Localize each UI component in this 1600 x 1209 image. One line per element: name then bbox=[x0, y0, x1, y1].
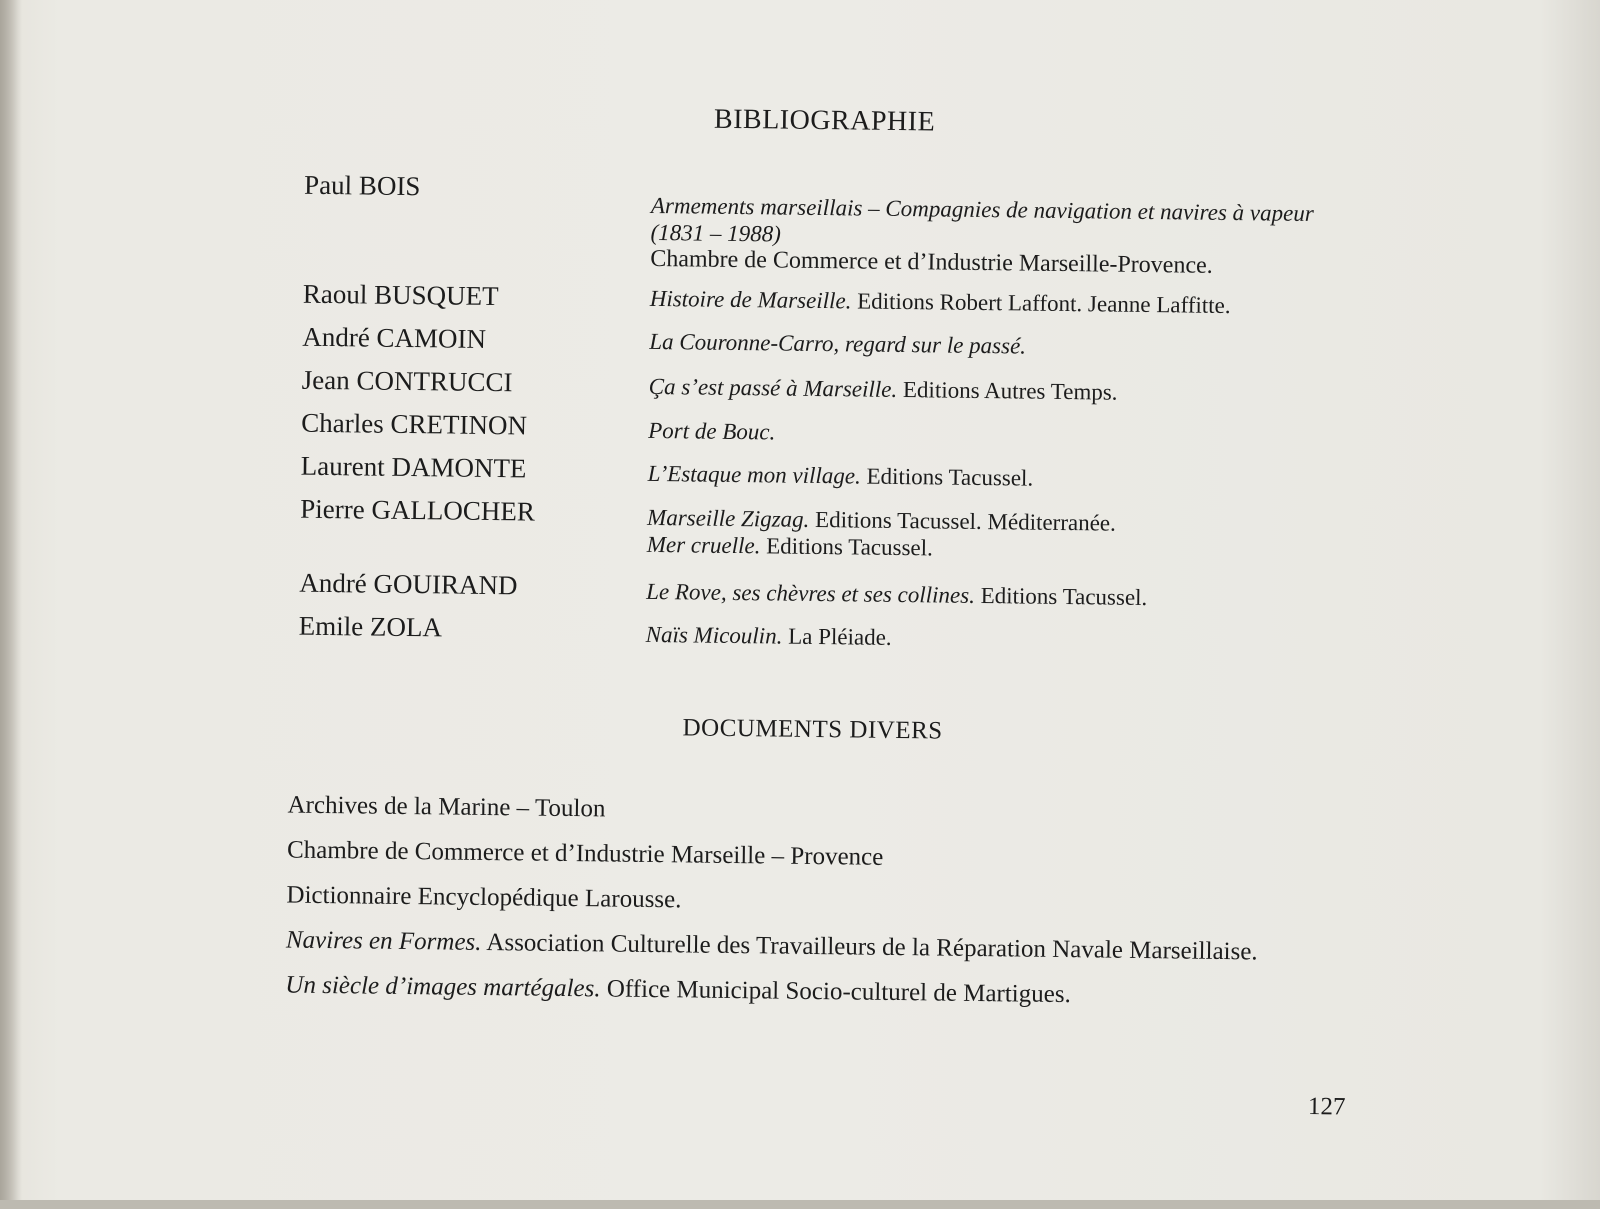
entry-work bbox=[648, 417, 775, 446]
work-title: Mer cruelle. bbox=[647, 532, 761, 558]
entry-work bbox=[649, 328, 1026, 360]
work-line bbox=[646, 578, 1147, 611]
bibliography-entry bbox=[0, 361, 1597, 381]
work-title: (1831 – 1988) bbox=[650, 220, 781, 247]
document-item bbox=[287, 792, 605, 824]
document-item bbox=[287, 837, 884, 872]
work-line bbox=[650, 285, 1231, 319]
entry-author: Charles CRETINON bbox=[301, 408, 527, 442]
document-details: Association Culturelle des Travailleurs de la Réparation Navale Marseillaise. bbox=[481, 929, 1257, 965]
bibliography-entry bbox=[0, 275, 1598, 295]
entry-author: Laurent DAMONTE bbox=[301, 451, 527, 485]
work-title: Naïs Micoulin. bbox=[646, 622, 783, 649]
work-title: Le Rove, ses chèvres et ses collines. bbox=[646, 579, 975, 608]
bibliography-entry bbox=[0, 404, 1596, 424]
work-line bbox=[648, 460, 1034, 492]
work-details: Editions Tacussel. bbox=[861, 464, 1034, 491]
entry-author: André CAMOIN bbox=[302, 322, 486, 355]
work-title: La Couronne-Carro, regard sur le passé. bbox=[649, 329, 1026, 359]
entry-author: Jean CONTRUCCI bbox=[302, 365, 513, 399]
bibliography-entry bbox=[0, 166, 1599, 186]
work-title: Armements marseillais – Compagnies de navigation et navires à vapeur bbox=[651, 193, 1314, 226]
entry-work bbox=[647, 504, 1116, 564]
work-details: Editions Tacussel. bbox=[975, 583, 1148, 610]
bibliography-entry bbox=[0, 318, 1597, 338]
document-details: Office Municipal Socio-culturel de Martigues. bbox=[600, 975, 1071, 1008]
work-details: Editions Tacussel. bbox=[760, 533, 933, 560]
document-details: Chambre de Commerce et d’Industrie Marseille – Provence bbox=[287, 837, 884, 871]
entry-work bbox=[646, 578, 1147, 611]
work-title: Ça s’est passé à Marseille. bbox=[649, 374, 898, 402]
entry-work bbox=[646, 621, 892, 651]
work-line bbox=[649, 373, 1118, 406]
document-item bbox=[285, 972, 1071, 1010]
entry-work bbox=[648, 460, 1034, 492]
work-details: Editions Robert Laffont. Jeanne Laffitte. bbox=[851, 288, 1230, 318]
work-details: Editions Autres Temps. bbox=[897, 377, 1118, 405]
work-title: L’Estaque mon village. bbox=[648, 461, 861, 489]
document-title: Un siècle d’images martégales. bbox=[285, 972, 601, 1003]
entry-author: Paul BOIS bbox=[304, 170, 421, 202]
entry-work bbox=[650, 192, 1314, 281]
bibliography-entry bbox=[0, 490, 1595, 510]
work-title: Port de Bouc. bbox=[648, 418, 775, 445]
bibliography-entry bbox=[0, 564, 1594, 584]
entry-work bbox=[650, 285, 1231, 319]
document-details: Dictionnaire Encyclopédique Larousse. bbox=[286, 882, 681, 914]
work-line bbox=[646, 621, 892, 651]
entry-author: Emile ZOLA bbox=[299, 611, 443, 644]
documents-heading: DOCUMENTS DIVERS bbox=[682, 714, 942, 745]
work-details: Editions Tacussel. Méditerranée. bbox=[809, 507, 1116, 536]
work-line bbox=[647, 531, 1116, 564]
work-details: Chambre de Commerce et d’Industrie Marseille-Provence. bbox=[650, 246, 1213, 279]
document-item bbox=[286, 927, 1258, 967]
document-title: Navires en Formes. bbox=[286, 927, 482, 956]
document-details: Archives de la Marine – Toulon bbox=[287, 792, 605, 823]
work-details: La Pléiade. bbox=[782, 624, 892, 650]
bibliography-heading: BIBLIOGRAPHIE bbox=[714, 104, 936, 139]
work-title: Histoire de Marseille. bbox=[650, 286, 852, 313]
entry-author: André GOUIRAND bbox=[299, 568, 518, 602]
bibliography-entry bbox=[0, 607, 1594, 627]
page-number: 127 bbox=[1308, 1093, 1346, 1121]
entry-author: Pierre GALLOCHER bbox=[300, 494, 535, 528]
work-title: Marseille Zigzag. bbox=[647, 505, 810, 532]
entry-author: Raoul BUSQUET bbox=[303, 279, 499, 312]
entry-work bbox=[649, 373, 1118, 406]
bibliography-entry bbox=[0, 447, 1596, 467]
work-line bbox=[648, 417, 775, 446]
work-line bbox=[649, 328, 1026, 360]
document-item bbox=[286, 882, 681, 915]
